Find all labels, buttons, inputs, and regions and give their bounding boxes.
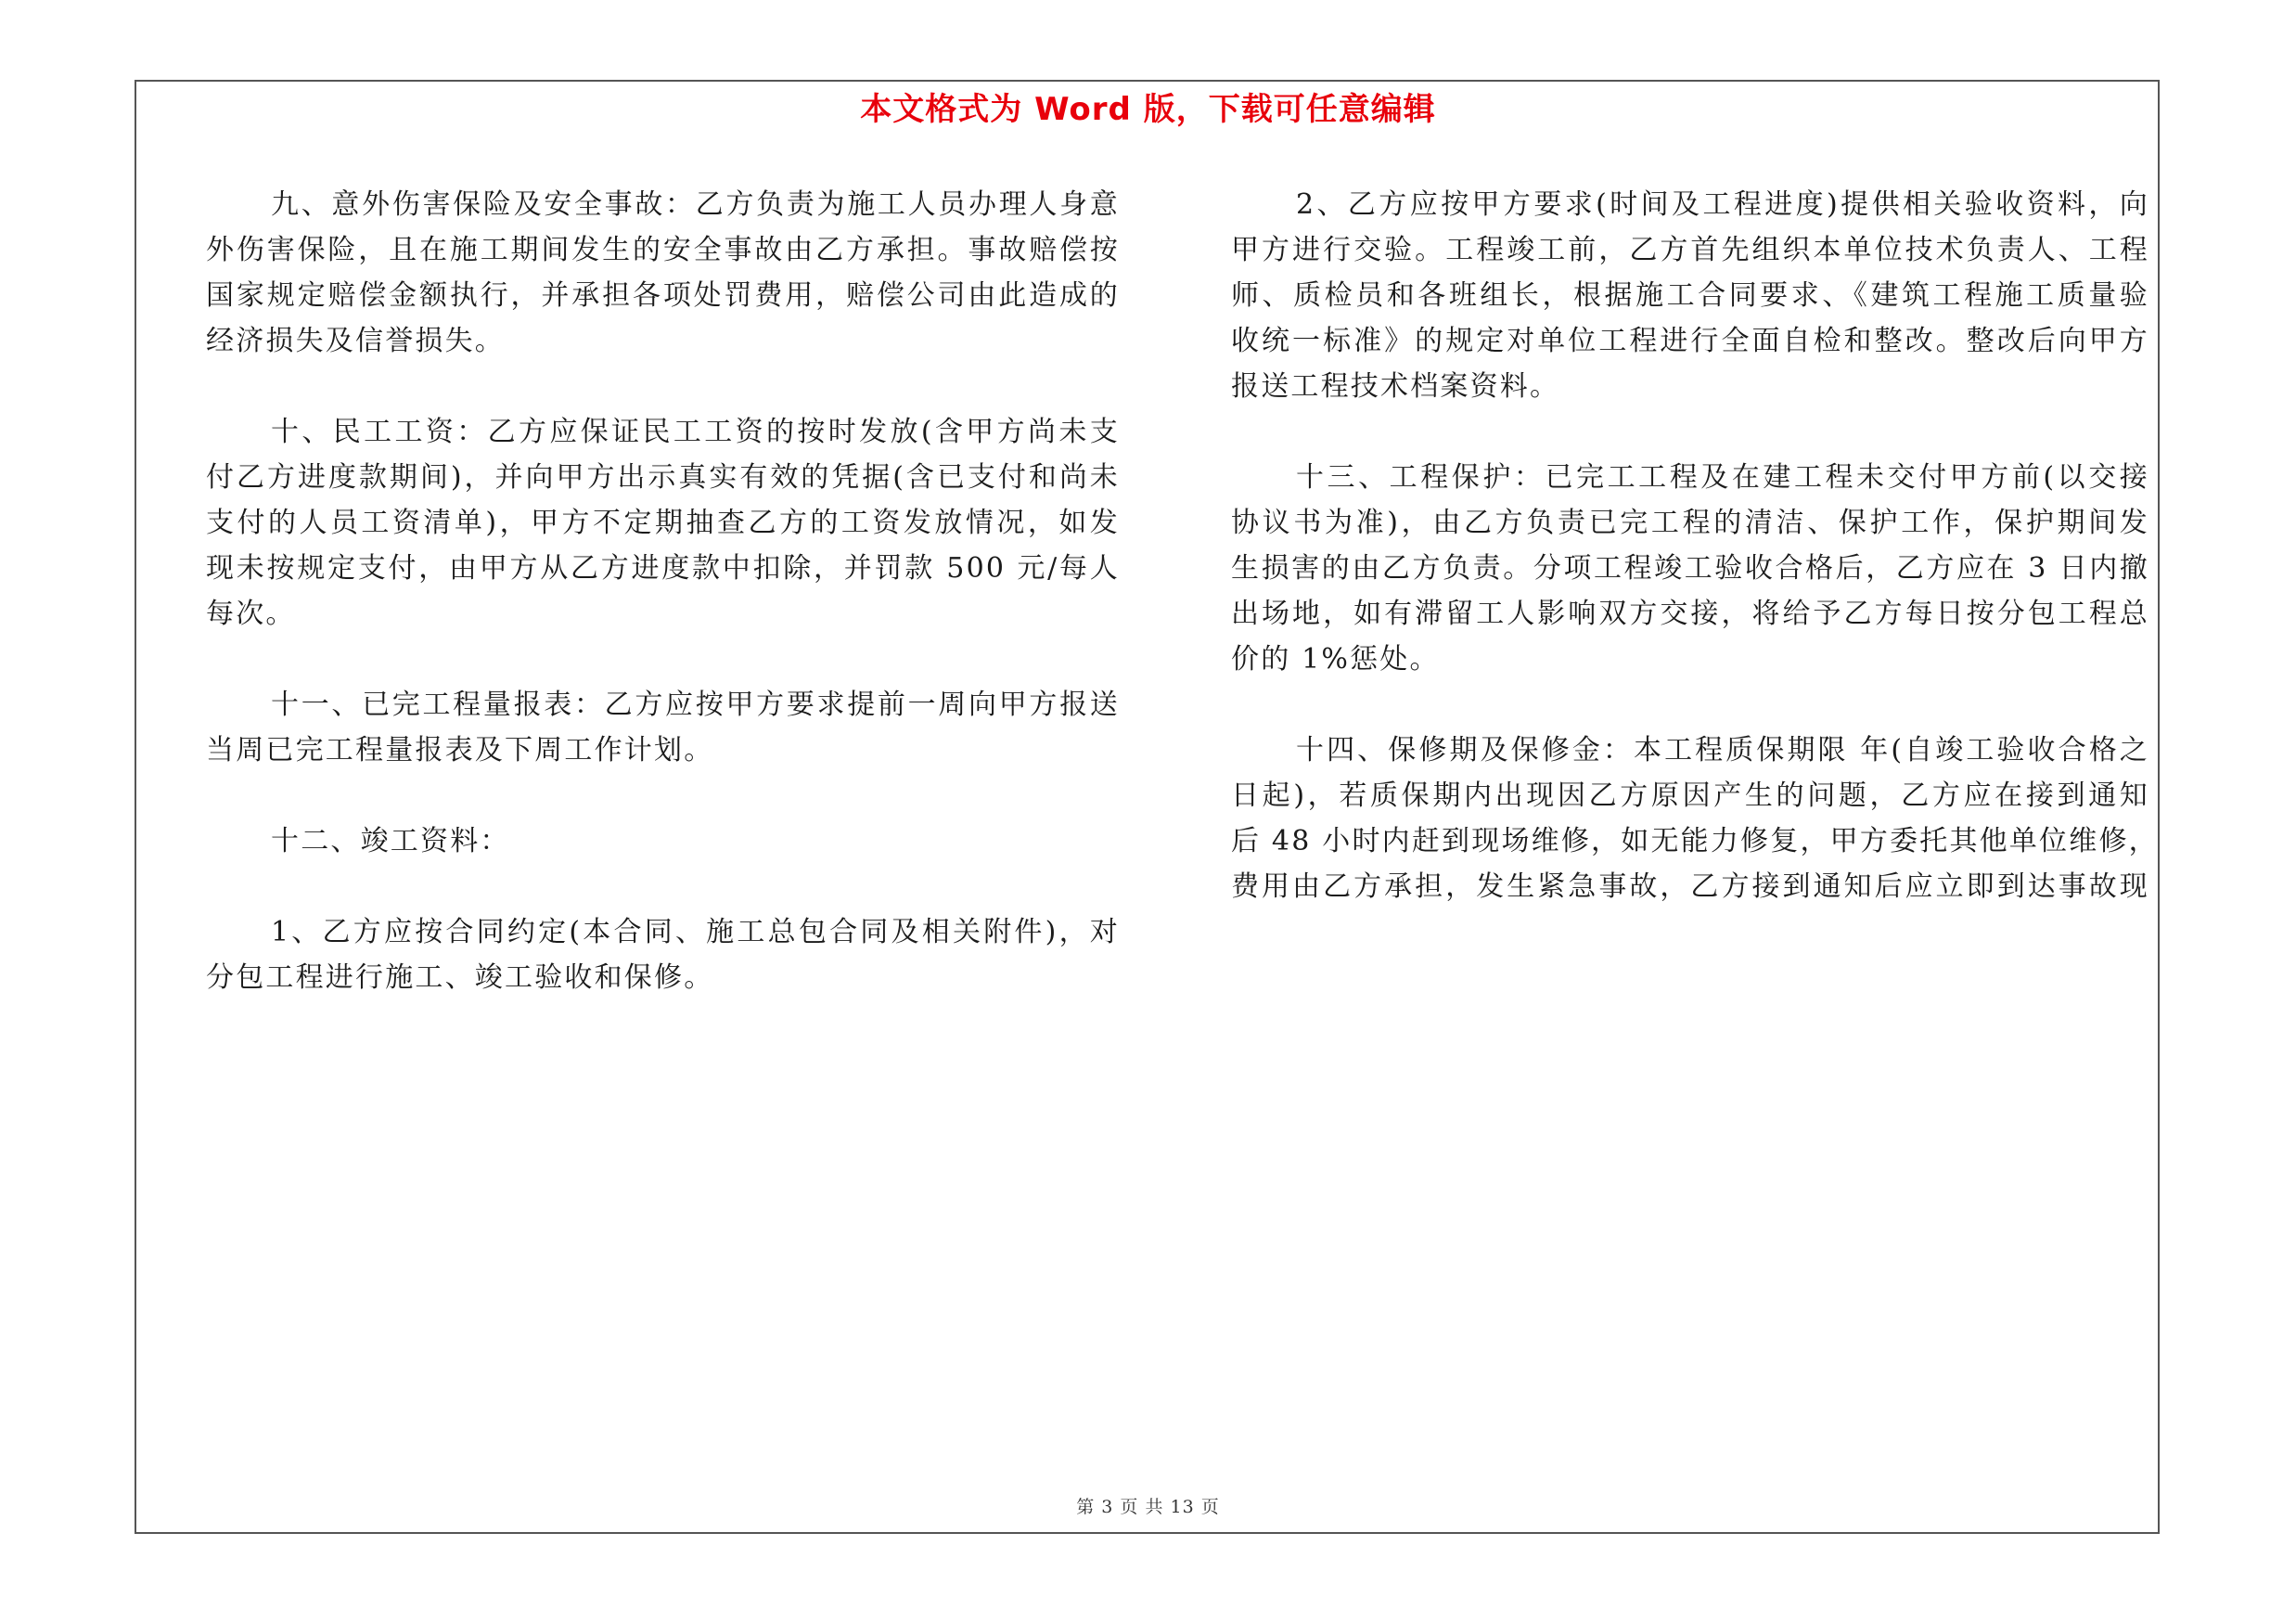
paragraph bbox=[206, 818, 1120, 864]
paragraph-line: 九、意外伤害保险及安全事故：乙方负责为施工人员办理人身意 bbox=[271, 188, 1120, 221]
paragraph-line: 十、民工工资：乙方应保证民工工资的按时发放(含甲方尚未支 bbox=[271, 416, 1120, 448]
paragraph-line: 费用由乙方承担，发生紧急事故，乙方接到通知后应立即到达事故现 bbox=[1231, 870, 2149, 903]
right-column bbox=[1231, 182, 2159, 955]
paragraph-line: 日起)，若质保期内出现因乙方原因产生的问题，乙方应在接到通知 bbox=[1231, 779, 2149, 812]
paragraph-line: 出场地，如有滞留工人影响双方交接，将给予乙方每日按分包工程总 bbox=[1231, 598, 2149, 630]
paragraph-line: 付乙方进度款期间)，并向甲方出示真实有效的凭据(含已支付和尚未 bbox=[206, 461, 1120, 494]
paragraph-line: 分包工程进行施工、竣工验收和保修。 bbox=[206, 961, 714, 994]
paragraph-line: 每次。 bbox=[206, 598, 296, 630]
paragraph-line: 价的 1%惩处。 bbox=[1231, 643, 1440, 676]
paragraph-line: 当周已完工程量报表及下周工作计划。 bbox=[206, 734, 714, 766]
paragraph-line: 后 48 小时内赶到现场维修，如无能力修复，甲方委托其他单位维修， bbox=[1231, 825, 2159, 857]
paragraph bbox=[1231, 728, 2159, 909]
paragraph-line: 国家规定赔偿金额执行，并承担各项处罚费用，赔偿公司由此造成的 bbox=[206, 279, 1120, 312]
paragraph bbox=[1231, 182, 2149, 409]
paragraph-line: 十一、已完工程量报表：乙方应按甲方要求提前一周向甲方报送 bbox=[271, 689, 1120, 721]
paragraph-line: 1、乙方应按合同约定(本合同、施工总包合同及相关附件)，对 bbox=[271, 916, 1120, 948]
page-number-footer: 第 3 页 共 13 页 bbox=[1076, 1497, 1220, 1517]
paragraph-line: 支付的人员工资清单)，甲方不定期抽查乙方的工资发放情况，如发 bbox=[206, 507, 1120, 539]
paragraph bbox=[206, 409, 1120, 637]
paragraph-line: 甲方进行交验。工程竣工前，乙方首先组织本单位技术负责人、工程 bbox=[1231, 234, 2149, 266]
word-format-banner: 本文格式为 Word 版，下载可任意编辑 bbox=[860, 91, 1436, 128]
paragraph bbox=[206, 682, 1120, 773]
paragraph-line: 外伤害保险，且在施工期间发生的安全事故由乙方承担。事故赔偿按 bbox=[206, 234, 1120, 266]
paragraph-line: 十二、竣工资料： bbox=[271, 825, 510, 857]
paragraph bbox=[206, 909, 1120, 1000]
paragraph-line: 十三、工程保护：已完工工程及在建工程未交付甲方前(以交接 bbox=[1296, 461, 2149, 494]
paragraph-line: 报送工程技术档案资料。 bbox=[1231, 370, 1560, 403]
paragraph bbox=[206, 182, 1120, 364]
paragraph-line: 收统一标准》的规定对单位工程进行全面自检和整改。整改后向甲方 bbox=[1231, 325, 2149, 357]
paragraph-line: 2、乙方应按甲方要求(时间及工程进度)提供相关验收资料，向 bbox=[1296, 188, 2149, 221]
paragraph-line: 师、质检员和各班组长，根据施工合同要求、《建筑工程施工质量验 bbox=[1231, 279, 2149, 312]
paragraph-line: 协议书为准)，由乙方负责已完工程的清洁、保护工作，保护期间发 bbox=[1231, 507, 2149, 539]
paragraph-line: 十四、保修期及保修金：本工程质保期限 年(自竣工验收合格之 bbox=[1296, 734, 2149, 766]
paragraph-line: 生损害的由乙方负责。分项工程竣工验收合格后，乙方应在 3 日内撤 bbox=[1231, 552, 2149, 585]
paragraph-line: 现未按规定支付，由甲方从乙方进度款中扣除，并罚款 500 元/每人 bbox=[206, 552, 1120, 585]
left-column bbox=[206, 182, 1120, 1046]
paragraph bbox=[1231, 455, 2149, 682]
paragraph-line: 经济损失及信誉损失。 bbox=[206, 325, 505, 357]
